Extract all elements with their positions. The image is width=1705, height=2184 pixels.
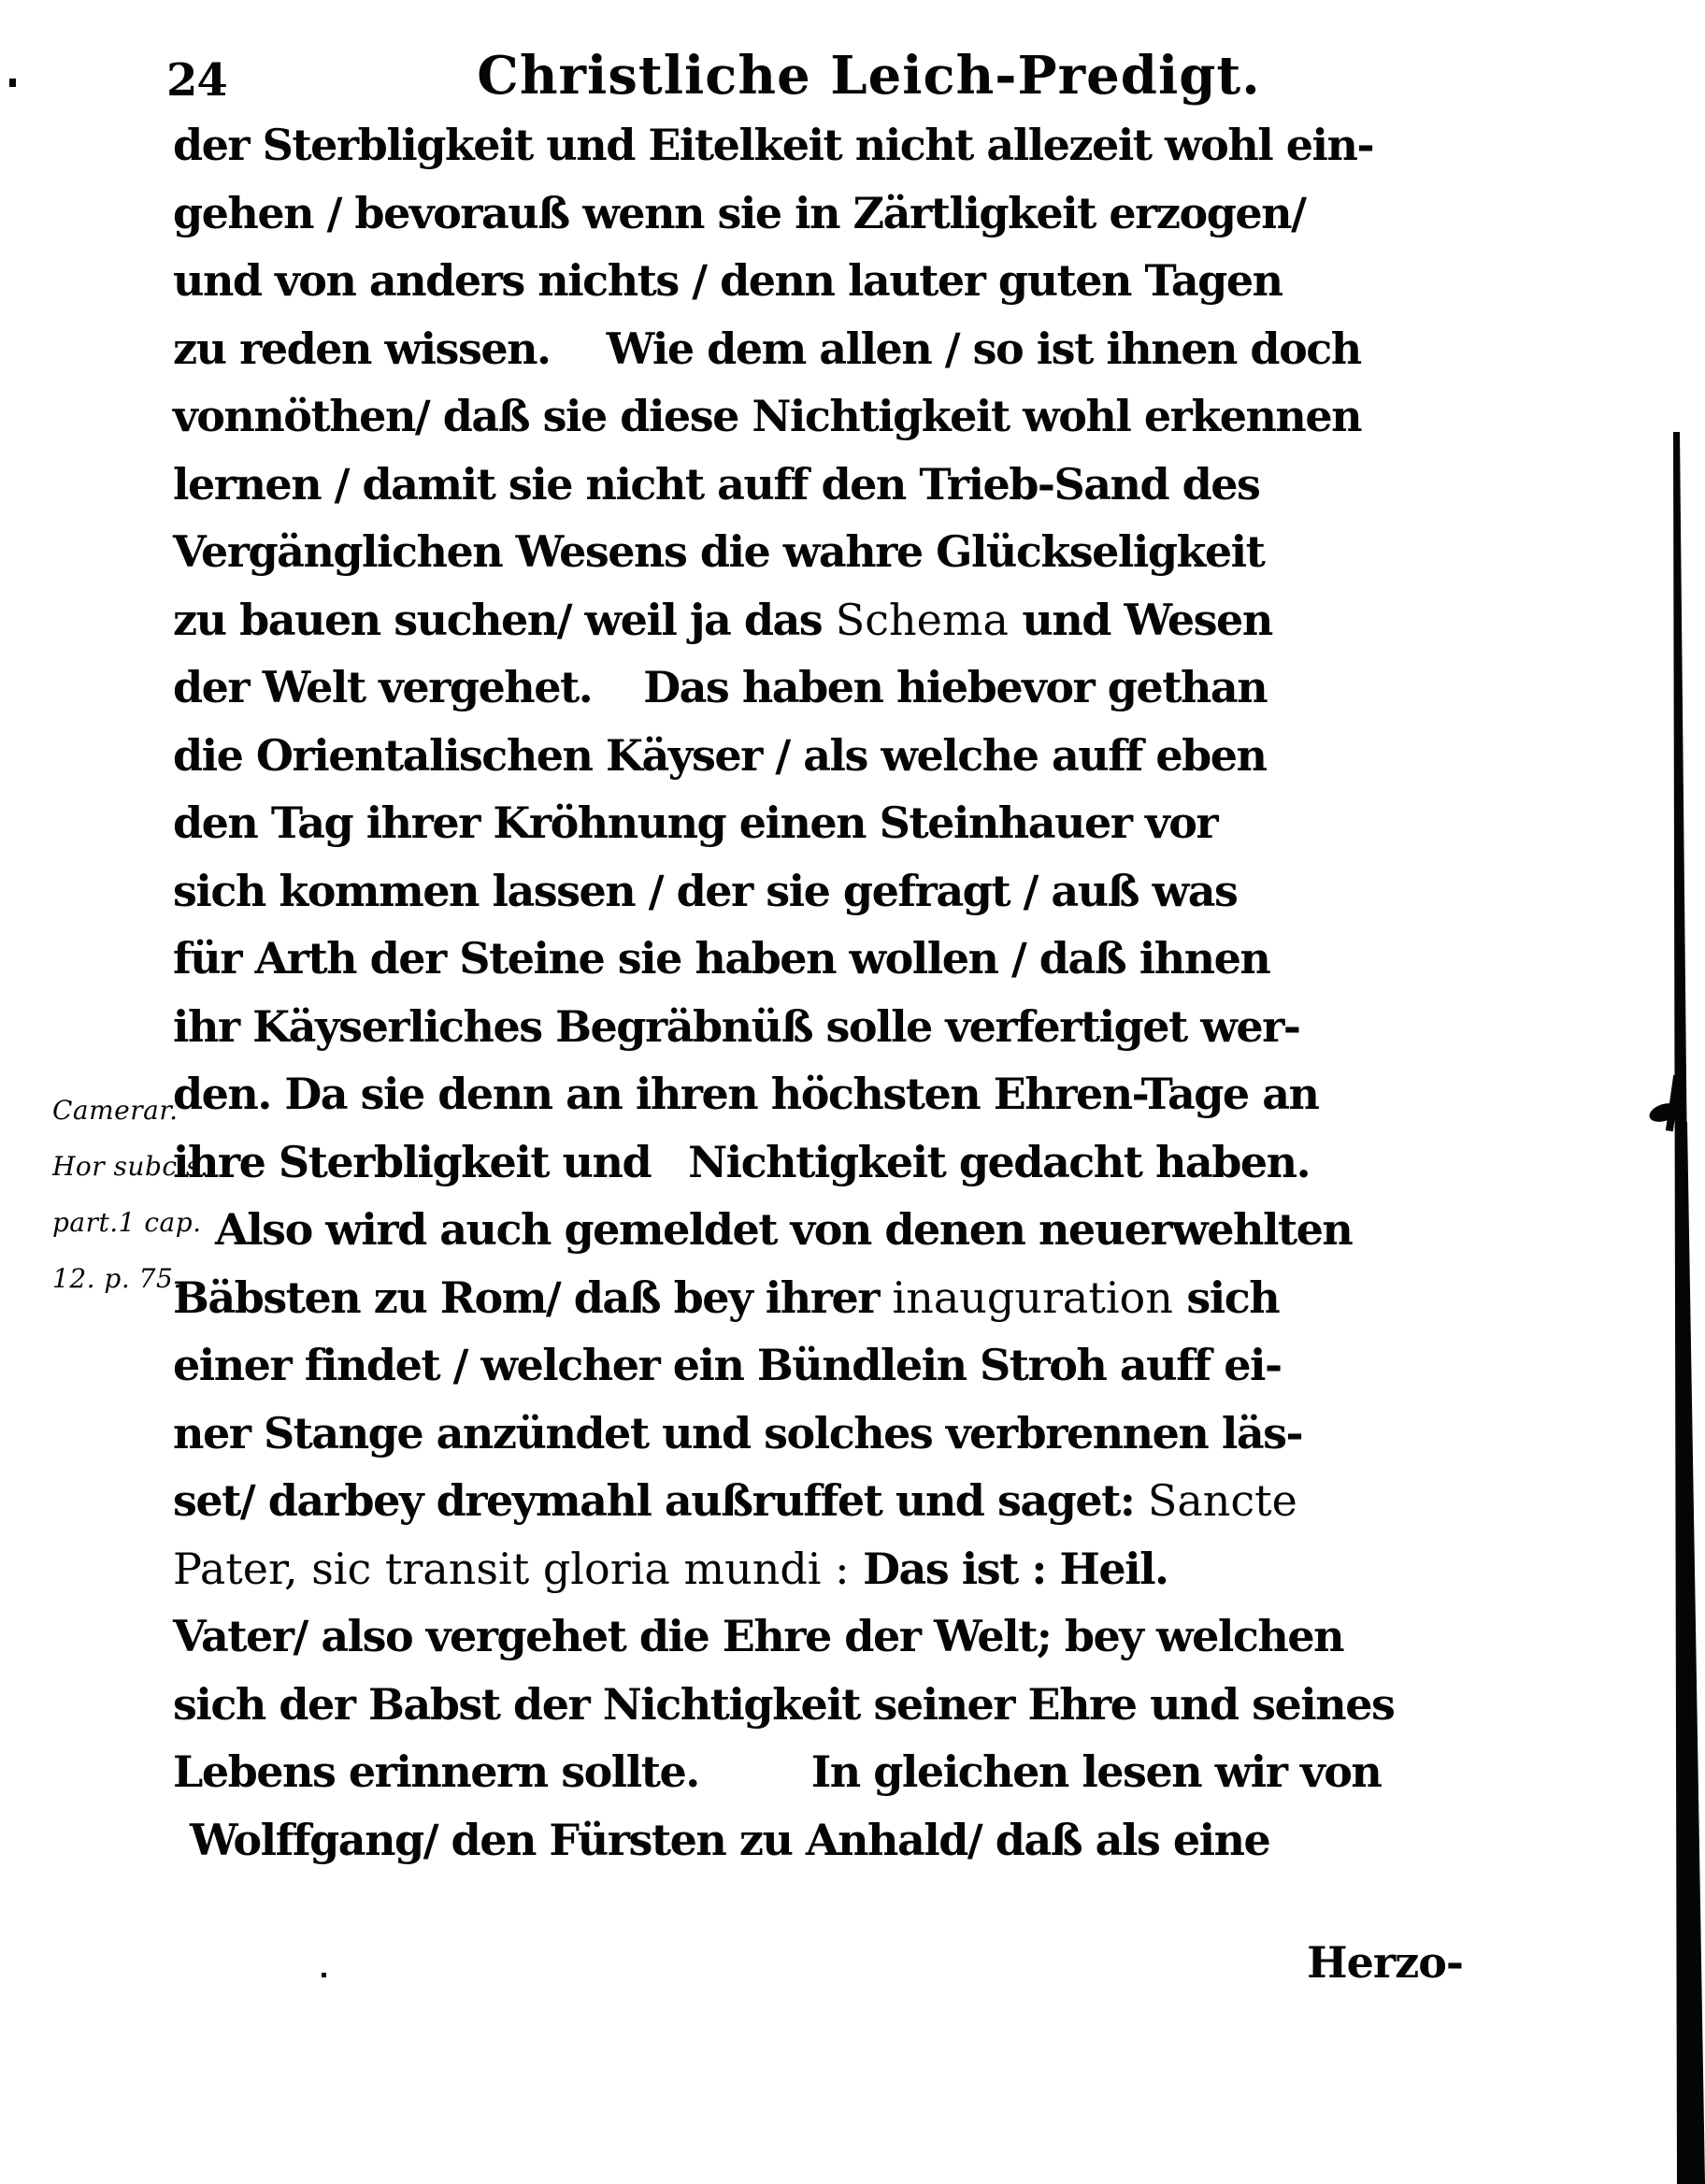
sentence-gap [551, 363, 607, 364]
fraktur-text-segment: ihr Käyserliches Begräbnüß solle verfertiget wer- [173, 1000, 1300, 1052]
text-line [173, 1746, 1463, 1815]
fraktur-text-segment: In gleichen lesen wir von [810, 1746, 1382, 1797]
fraktur-text-segment: die Orientalischen Käyser / als welche auff eben [173, 729, 1267, 781]
fraktur-text-segment: Wie dem allen / so ist ihnen doch [606, 323, 1361, 374]
roman-text-segment: inauguration [892, 1272, 1173, 1323]
catchword: Herzo- [1307, 1937, 1463, 1988]
text-line [173, 1679, 1463, 1747]
fraktur-text-segment: der Sterbligkeit und Eitelkeit nicht allezeit wohl ein- [173, 120, 1374, 170]
roman-text-segment: Schema [835, 594, 1009, 645]
text-line [173, 933, 1463, 1001]
sentence-gap [651, 1176, 688, 1177]
text-line [173, 1544, 1463, 1612]
text-line [173, 1475, 1463, 1544]
fraktur-text-segment: Nichtigkeit gedacht haben. [688, 1136, 1311, 1187]
text-line [173, 662, 1463, 730]
text-line [173, 595, 1463, 663]
text-line [173, 1272, 1463, 1341]
roman-text-segment: Pater, sic transit gloria mundi : [173, 1543, 850, 1594]
fraktur-text-segment: der Welt vergehet. [173, 662, 593, 712]
fraktur-text-segment: set/ darbey dreymahl außruffet und saget: [173, 1475, 1148, 1526]
fraktur-text-segment: Also wird auch gemeldet von denen neuerwehlten [215, 1204, 1353, 1255]
fraktur-text-segment: Das haben hiebevor gethan [643, 662, 1268, 712]
fraktur-text-segment: und von anders nichts / denn lauter guten Tagen [173, 255, 1282, 306]
fraktur-text-segment: lernen / damit sie nicht auff den Trieb-Sand des [173, 458, 1260, 510]
fraktur-text-segment: für Arth der Steine sie haben wollen / daß ihnen [173, 933, 1270, 984]
fraktur-text-segment: einer findet / welcher ein Bündlein Stroh auff ei- [173, 1340, 1282, 1390]
fraktur-text-segment: Das ist : Heil. [849, 1543, 1168, 1594]
running-title: Christliche Leich-Predigt. [477, 45, 1261, 107]
fraktur-text-segment: und Wesen [1008, 594, 1272, 645]
text-line [173, 323, 1463, 392]
text-line [173, 1815, 1463, 1883]
text-line [173, 1001, 1463, 1070]
text-line [173, 1137, 1463, 1205]
text-line [173, 1408, 1463, 1476]
fraktur-text-segment: den. Da sie denn an ihren höchsten Ehren-Tage an [173, 1069, 1319, 1119]
fraktur-text-segment: zu reden wissen. [173, 323, 551, 374]
text-line [173, 120, 1463, 188]
text-line [173, 1611, 1463, 1679]
text-line [173, 255, 1463, 323]
sentence-gap [699, 1786, 811, 1787]
text-line [173, 866, 1463, 934]
text-line [173, 526, 1463, 595]
text-line [173, 1204, 1463, 1272]
margin-note-line: part.1 cap. [52, 1207, 202, 1238]
fraktur-text-segment: sich [1172, 1272, 1280, 1323]
page-number: 24 [166, 54, 227, 107]
fraktur-text-segment: sich kommen lassen / der sie gefragt / auß was [173, 865, 1238, 916]
fraktur-text-segment: zu bauen suchen/ weil ja das [173, 594, 836, 645]
fraktur-text-segment: vonnöthen/ daß sie diese Nichtigkeit wohl erkennen [173, 391, 1362, 441]
fraktur-text-segment: sich der Babst der Nichtigkeit seiner Ehre und seines [173, 1678, 1395, 1730]
fraktur-text-segment: Bäbsten zu Rom/ daß bey ihrer [173, 1272, 893, 1323]
body-text [173, 120, 1463, 1882]
fraktur-text-segment: gehen / bevorauß wenn sie in Zärtligkeit erzogen/ [173, 187, 1306, 238]
text-line [173, 459, 1463, 527]
margin-note-line: Camerar. [52, 1095, 179, 1126]
text-line [173, 797, 1463, 866]
text-line [173, 730, 1463, 798]
fraktur-text-segment: Vergänglichen Wesens die wahre Glückseligkeit [173, 526, 1265, 577]
sentence-gap [592, 701, 643, 702]
roman-text-segment: Sancte [1147, 1475, 1297, 1526]
margin-note-line: 12. p. 75. [52, 1263, 182, 1294]
margin-note-line: Hor subcis. [52, 1151, 209, 1182]
text-line [173, 188, 1463, 256]
fraktur-text-segment: Wolffgang/ den Fürsten zu Anhald/ daß als eine [190, 1814, 1270, 1865]
text-line [173, 1340, 1463, 1408]
fraktur-text-segment: ihre Sterbligkeit und [173, 1136, 652, 1187]
text-line [173, 391, 1463, 459]
fraktur-text-segment: den Tag ihrer Kröhnung einen Steinhauer vor [173, 797, 1218, 848]
fraktur-text-segment: Vater/ also vergehet die Ehre der Welt; bey welchen [173, 1611, 1344, 1661]
text-line [173, 1069, 1463, 1137]
fraktur-text-segment: ner Stange anzündet und solches verbrennen läs- [173, 1407, 1303, 1458]
fraktur-text-segment: Lebens erinnern sollte. [173, 1746, 699, 1797]
